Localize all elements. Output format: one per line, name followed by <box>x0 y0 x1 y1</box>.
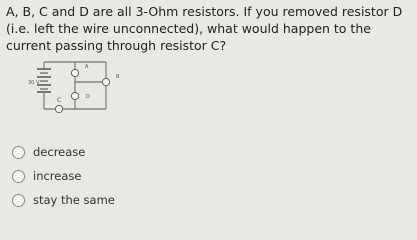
question-text: A, B, C and D are all 3-Ohm resistors. If you removed resistor D (i.e. left the wire unconnected), what would happen to the current passing through resistor C? <box>6 4 403 53</box>
option-label: decrease <box>33 145 86 159</box>
radio-button[interactable] <box>12 194 25 207</box>
circuit-diagram <box>28 54 138 124</box>
resistor-label-b: B <box>116 74 120 80</box>
resistor-label-d: D <box>86 94 90 100</box>
answer-option-increase[interactable] <box>12 169 81 183</box>
resistor-b <box>102 78 109 85</box>
radio-button[interactable] <box>12 170 25 183</box>
option-label: stay the same <box>33 193 115 207</box>
resistor-a <box>71 69 78 76</box>
resistor-label-a: A <box>85 64 89 70</box>
voltage-label: 30 V <box>28 80 40 86</box>
answer-option-decrease[interactable] <box>12 145 85 159</box>
option-label: increase <box>33 169 82 183</box>
resistor-label-c: C <box>57 97 62 104</box>
resistor-c <box>55 105 62 112</box>
answer-option-stay-the-same[interactable] <box>12 193 115 207</box>
radio-button[interactable] <box>12 146 25 159</box>
resistor-d <box>71 92 78 99</box>
